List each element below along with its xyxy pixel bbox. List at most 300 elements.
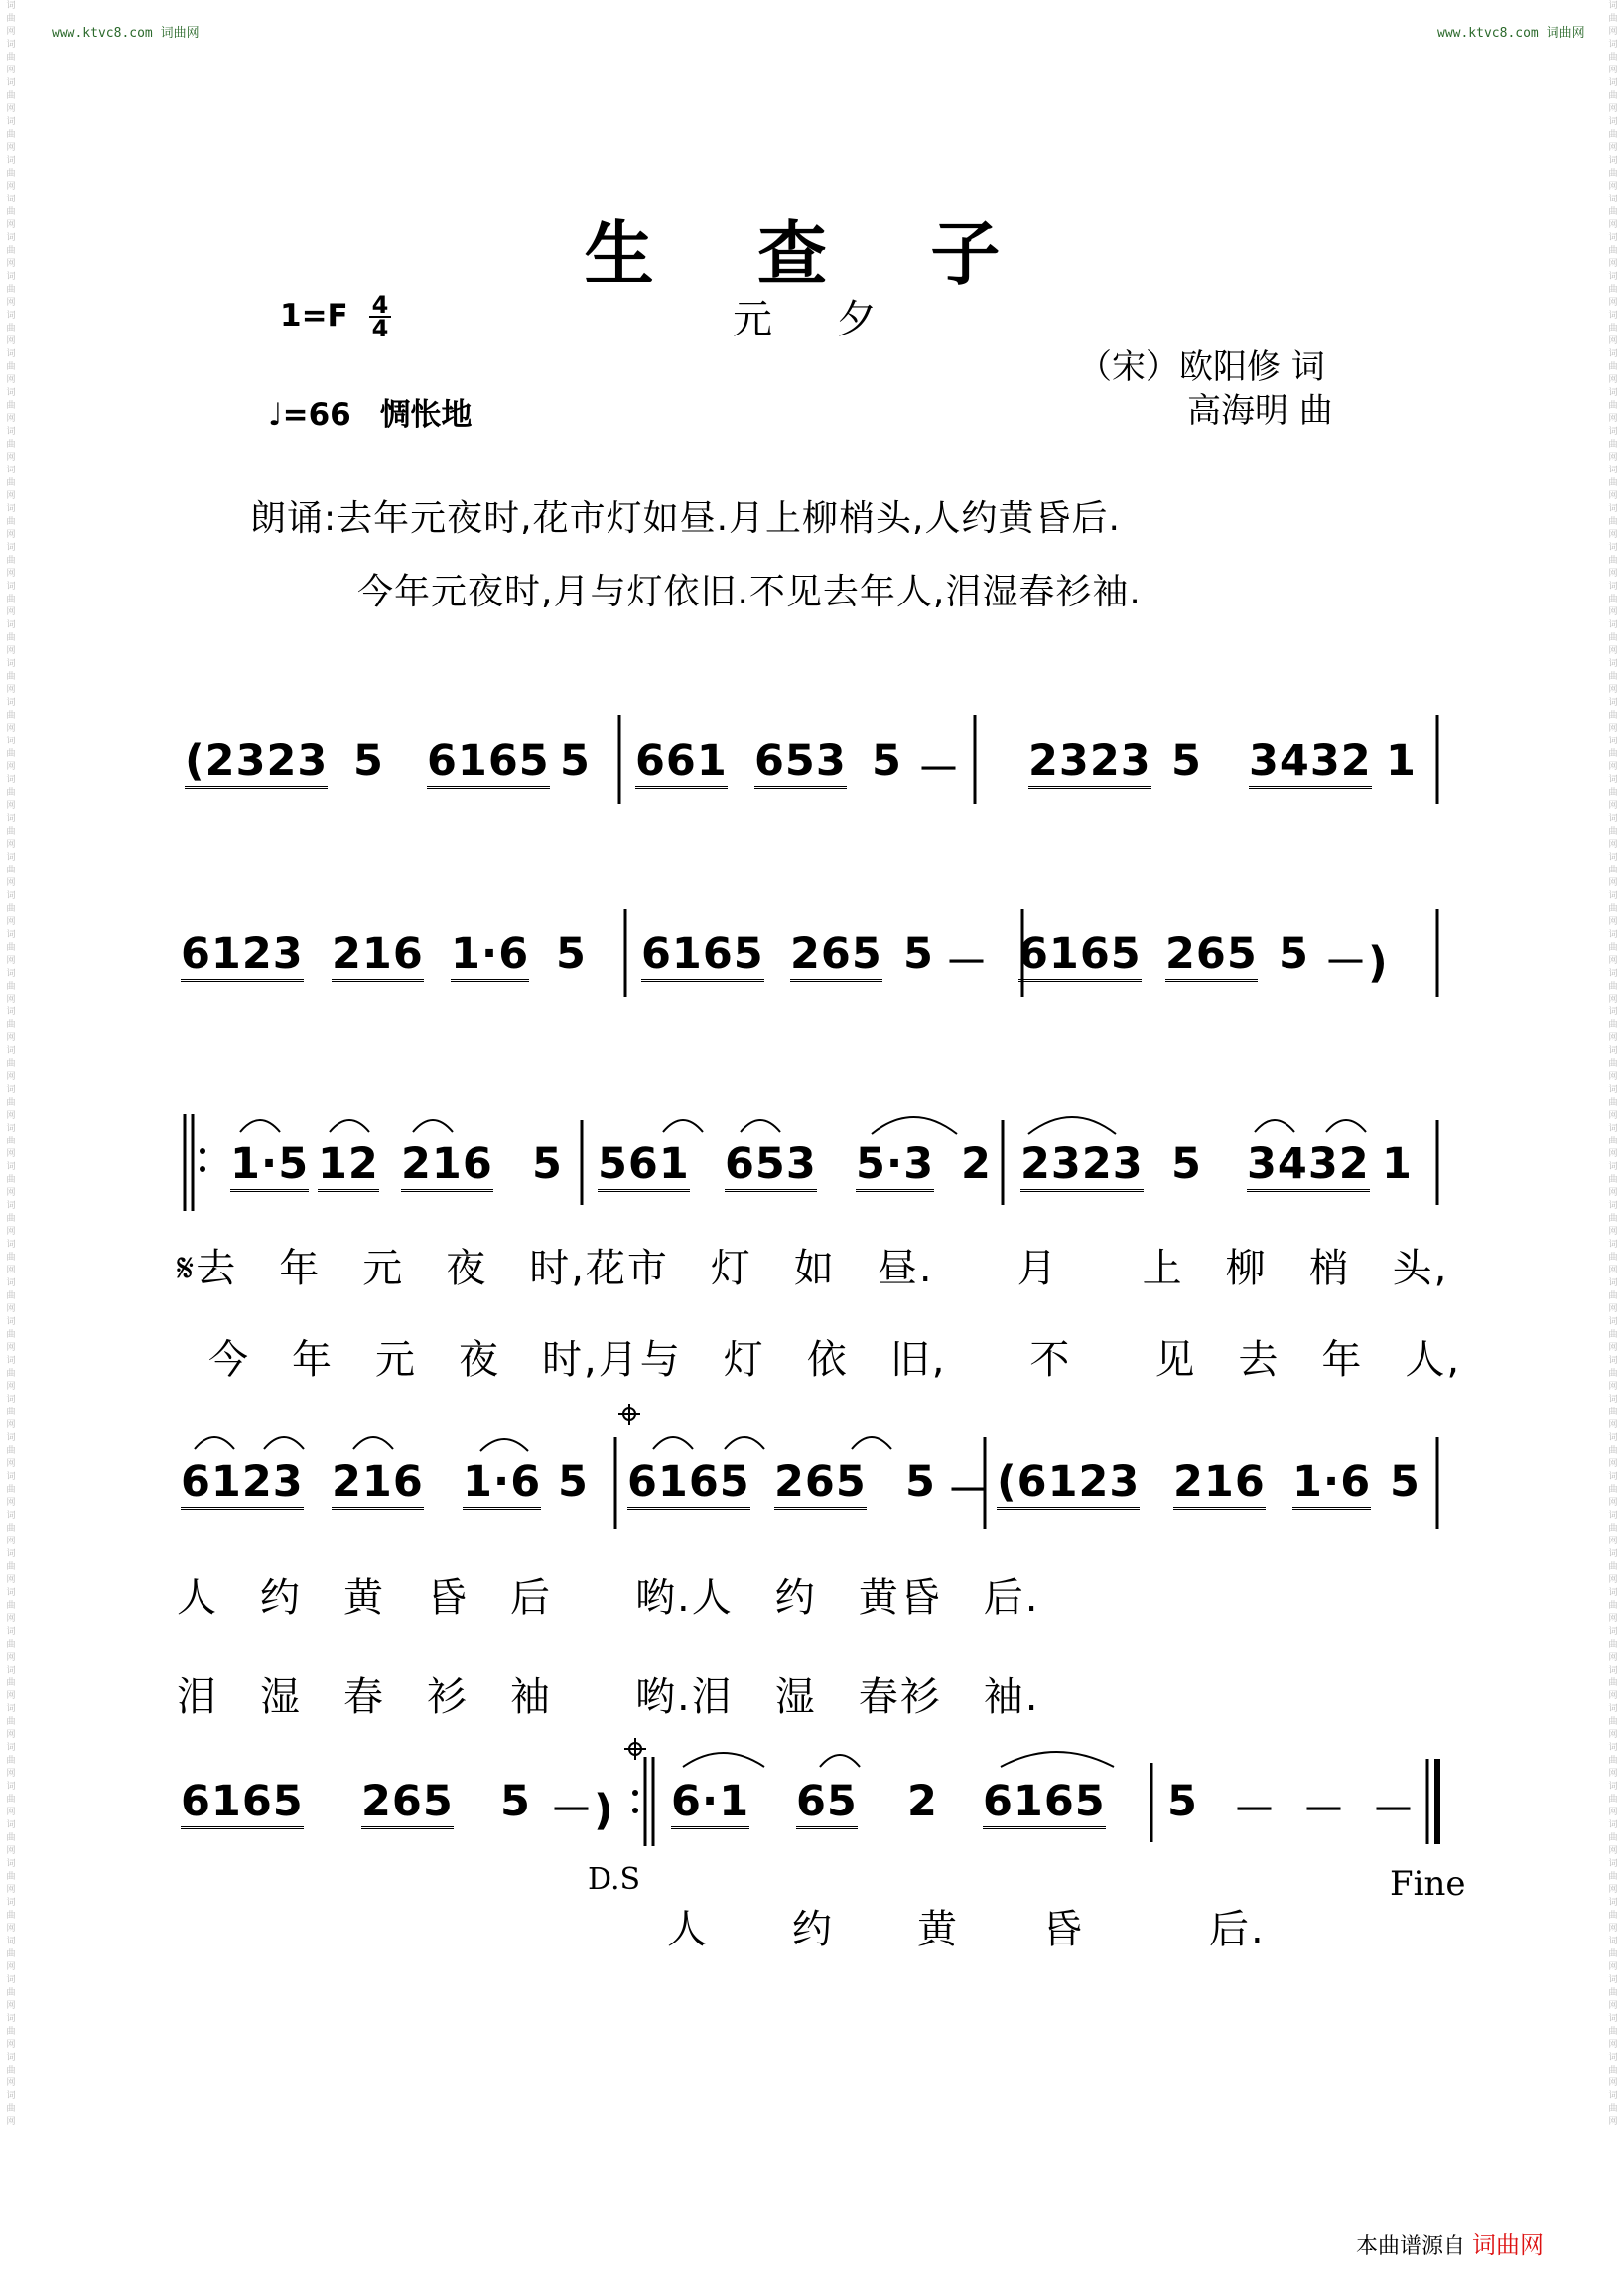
note-group: － — [947, 1466, 991, 1516]
side-watermark-glyph: 词 — [1608, 1937, 1618, 1946]
side-watermark-glyph: 网 — [6, 1808, 16, 1817]
side-watermark-glyph: 网 — [6, 2001, 16, 2011]
note-group: 6165 — [983, 1777, 1106, 1829]
note-group: 216 — [401, 1139, 493, 1192]
side-watermark-glyph: 曲 — [6, 866, 16, 875]
side-watermark-glyph: 网 — [1608, 1537, 1618, 1546]
side-watermark-glyph: 曲 — [1608, 1214, 1618, 1224]
side-watermark-glyph: 词 — [1608, 737, 1618, 746]
side-watermark-glyph: 词 — [1608, 233, 1618, 243]
note-group: 5 — [1167, 1777, 1198, 1826]
side-watermark-glyph: 词 — [6, 1162, 16, 1172]
note-group: 6165 — [627, 1457, 750, 1510]
side-watermark-glyph: 词 — [1608, 2053, 1618, 2063]
side-watermark-glyph: 词 — [1608, 969, 1618, 979]
note-group: － — [1372, 1786, 1416, 1835]
source-text: 本曲谱源自 — [1356, 2234, 1466, 2259]
side-watermark-glyph: 词 — [1608, 1240, 1618, 1250]
side-watermark-glyph: 网 — [1608, 491, 1618, 501]
side-watermark-glyph: 词 — [6, 1549, 16, 1559]
side-watermark-glyph: 曲 — [1608, 1717, 1618, 1727]
note-group: 5 — [903, 929, 934, 979]
side-watermark-glyph: 词 — [1608, 1356, 1618, 1366]
side-watermark-glyph: 曲 — [6, 1833, 16, 1843]
side-watermark-glyph: 曲 — [6, 1059, 16, 1069]
side-watermark-glyph: 网 — [1608, 1924, 1618, 1934]
side-watermark-glyph: 曲 — [1608, 943, 1618, 953]
side-watermark-glyph: 网 — [6, 1730, 16, 1740]
side-watermark-glyph: 词 — [6, 1704, 16, 1714]
note-group: 5 — [872, 737, 902, 786]
side-watermark-glyph: 曲 — [6, 2104, 16, 2114]
side-watermark-glyph: 曲 — [6, 1485, 16, 1495]
side-watermark-glyph: 词 — [6, 195, 16, 204]
side-watermark-glyph: 曲 — [1608, 1446, 1618, 1456]
side-watermark-glyph: 网 — [6, 143, 16, 153]
side-watermark-glyph: 网 — [6, 1033, 16, 1043]
note-group: 5 — [1390, 1457, 1421, 1507]
side-watermark-glyph: 词 — [1608, 195, 1618, 204]
expression-mark: 惆怅地 — [379, 397, 473, 433]
note-group: 6165 — [427, 737, 550, 789]
side-watermark-glyph: 曲 — [6, 1446, 16, 1456]
side-watermark-glyph: 词 — [6, 969, 16, 979]
note-group: 1 — [1382, 1139, 1413, 1189]
side-watermark-glyph: 曲 — [1608, 827, 1618, 837]
note-group: 5 — [532, 1139, 563, 1189]
note-group: 2 — [907, 1777, 938, 1826]
side-watermark-glyph: 曲 — [6, 1330, 16, 1340]
side-watermark-glyph: 词 — [1608, 1278, 1618, 1288]
lyricist-credit: （宋）欧阳修 词 — [1078, 347, 1325, 387]
note-group: 1·5 — [230, 1139, 309, 1192]
side-watermark-glyph: 曲 — [1608, 1253, 1618, 1263]
side-watermark-glyph: 网 — [1608, 1343, 1618, 1353]
side-watermark-glyph: 词 — [1608, 1975, 1618, 1985]
side-watermark-glyph: 词 — [6, 1433, 16, 1443]
side-watermark-glyph: 网 — [6, 1072, 16, 1082]
side-watermark-glyph: 词 — [6, 1278, 16, 1288]
side-watermark-glyph: 词 — [6, 78, 16, 88]
side-watermark-glyph: 网 — [1608, 801, 1618, 811]
side-watermark-glyph: 曲 — [6, 1291, 16, 1301]
side-watermark-glyph: 词 — [6, 1782, 16, 1792]
note-group: 653 — [725, 1139, 817, 1192]
side-watermark-glyph: 网 — [6, 1537, 16, 1546]
side-watermark-glyph: 词 — [1608, 78, 1618, 88]
side-watermark-glyph: 词 — [1608, 853, 1618, 863]
side-watermark-glyph: 曲 — [6, 788, 16, 798]
side-watermark-glyph: 网 — [1608, 1498, 1618, 1508]
note-group: (2323 — [185, 737, 328, 789]
note-group: 6165 — [641, 929, 764, 982]
note-group: －) — [1324, 938, 1389, 988]
side-watermark-glyph: 曲 — [1608, 1291, 1618, 1301]
side-watermark-glyph: 词 — [1608, 659, 1618, 669]
composer-credit: 高海明 曲 — [1187, 391, 1333, 431]
side-watermark-glyph: 网 — [1608, 646, 1618, 656]
side-watermark-glyph: 网 — [6, 27, 16, 37]
side-watermark-glyph: 网 — [1608, 1730, 1618, 1740]
side-watermark-glyph: 曲 — [1608, 1911, 1618, 1921]
side-watermark-glyph: 曲 — [1608, 324, 1618, 334]
side-watermark-glyph: 词 — [1608, 40, 1618, 50]
note-group: 265 — [361, 1777, 454, 1829]
side-watermark-glyph: 词 — [1608, 2014, 1618, 2024]
side-watermark-glyph: 曲 — [1608, 478, 1618, 488]
side-watermark-glyph: 词 — [1608, 504, 1618, 514]
side-watermark-glyph: 曲 — [1608, 1949, 1618, 1959]
side-watermark-glyph: 曲 — [1608, 401, 1618, 411]
side-watermark-glyph: 曲 — [6, 1678, 16, 1688]
side-watermark-glyph: 曲 — [6, 2027, 16, 2037]
side-watermark-glyph: 曲 — [1608, 1795, 1618, 1805]
side-watermark-glyph: 词 — [6, 388, 16, 398]
side-watermark-glyph: 词 — [6, 40, 16, 50]
side-watermark-glyph: 网 — [6, 1962, 16, 1972]
side-watermark-glyph: 曲 — [1608, 1098, 1618, 1108]
side-watermark-glyph: 曲 — [1608, 788, 1618, 798]
side-watermark-glyph: 网 — [1608, 1188, 1618, 1198]
side-watermark-glyph: 网 — [6, 1188, 16, 1198]
side-watermark-glyph: 词 — [6, 1317, 16, 1327]
side-watermark-glyph: 词 — [6, 1627, 16, 1637]
side-watermark-glyph: 网 — [6, 1653, 16, 1663]
site-label-left: 词曲网 — [160, 26, 200, 41]
side-watermark-glyph: 曲 — [6, 478, 16, 488]
side-watermark-glyph: 曲 — [1608, 1485, 1618, 1495]
side-watermark-glyph: 网 — [1608, 27, 1618, 37]
side-watermark-glyph: 词 — [6, 698, 16, 708]
side-watermark-glyph: 网 — [1608, 530, 1618, 540]
side-watermark-glyph: 曲 — [1608, 749, 1618, 759]
note-group: 265 — [790, 929, 882, 982]
side-watermark-glyph: 网 — [6, 530, 16, 540]
side-watermark-glyph: 曲 — [6, 711, 16, 721]
time-sig-top: 4 — [371, 291, 389, 319]
side-watermark-glyph: 网 — [1608, 1691, 1618, 1701]
side-watermark-glyph: 词 — [6, 233, 16, 243]
recitation-line-2: 今年元夜时,月与灯依旧.不见去年人,泪湿春衫袖. — [357, 572, 1142, 612]
note-group: 6165 — [1018, 929, 1142, 982]
song-title: 生 查 子 — [584, 213, 1040, 295]
side-watermark-glyph: 词 — [6, 1820, 16, 1830]
side-watermark-glyph: 网 — [1608, 1033, 1618, 1043]
side-watermark-glyph: 网 — [6, 1769, 16, 1779]
note-group: 5 — [1171, 1139, 1202, 1189]
side-watermark-glyph: 曲 — [1608, 14, 1618, 24]
side-watermark-glyph: 词 — [1608, 1743, 1618, 1753]
side-watermark-glyph: 曲 — [1608, 1524, 1618, 1534]
side-watermark-glyph: 网 — [6, 1498, 16, 1508]
side-watermark-glyph: 曲 — [6, 1911, 16, 1921]
side-watermark-glyph: 网 — [6, 66, 16, 75]
side-watermark-glyph: 网 — [1608, 2117, 1618, 2127]
note-group: 1 — [1386, 737, 1417, 786]
side-watermark-glyph: 曲 — [1608, 1756, 1618, 1766]
side-watermark-glyph: 曲 — [6, 904, 16, 914]
side-watermark-glyph: 词 — [1608, 427, 1618, 437]
side-watermark-glyph: 网 — [1608, 2078, 1618, 2088]
side-watermark-glyph: 曲 — [1608, 556, 1618, 566]
side-watermark-glyph: 词 — [1608, 117, 1618, 127]
side-watermark-glyph: 网 — [6, 1459, 16, 1469]
side-watermark-glyph: 曲 — [1608, 246, 1618, 256]
side-watermark-glyph: 曲 — [1608, 517, 1618, 527]
side-watermark-glyph: 曲 — [6, 1795, 16, 1805]
fine-marking: Fine — [1390, 1864, 1466, 1904]
side-watermark-glyph: 曲 — [6, 1988, 16, 1998]
side-watermark-glyph: 曲 — [6, 53, 16, 63]
side-watermark-glyph: 曲 — [6, 169, 16, 179]
side-watermark-glyph: 网 — [1608, 1382, 1618, 1392]
side-watermark-glyph: 词 — [1608, 1162, 1618, 1172]
side-watermark-glyph: 词 — [1608, 1898, 1618, 1908]
side-watermark-glyph: 词 — [6, 2053, 16, 2063]
side-watermark-glyph: 词 — [1608, 1317, 1618, 1327]
side-watermark-glyph: 词 — [1608, 1820, 1618, 1830]
side-watermark-glyph: 曲 — [1608, 2027, 1618, 2037]
side-watermark-glyph: 词 — [6, 1240, 16, 1250]
side-watermark-glyph: 网 — [6, 2078, 16, 2088]
note-group: 3432 — [1247, 1139, 1370, 1192]
side-watermark-glyph: 曲 — [6, 1601, 16, 1611]
side-watermark-glyph: 网 — [6, 724, 16, 734]
note-group: － — [1302, 1786, 1346, 1835]
side-watermark-glyph: 词 — [6, 2091, 16, 2101]
side-watermark-glyph: 网 — [6, 259, 16, 269]
side-watermark-glyph: 曲 — [1608, 1640, 1618, 1650]
side-watermark-glyph: 曲 — [6, 1949, 16, 1959]
side-watermark-glyph: 网 — [1608, 956, 1618, 966]
side-watermark-glyph: 网 — [1608, 1420, 1618, 1430]
side-watermark-glyph: 网 — [6, 762, 16, 772]
side-watermark-glyph: 网 — [6, 1575, 16, 1585]
note-group: 5 — [1171, 737, 1202, 786]
side-watermark-glyph: 网 — [1608, 1769, 1618, 1779]
side-watermark-glyph: 曲 — [1608, 595, 1618, 604]
side-watermark-glyph: 词 — [6, 1395, 16, 1405]
side-watermark-glyph: 词 — [6, 311, 16, 321]
side-watermark-glyph: 词 — [1608, 891, 1618, 901]
side-watermark-glyph: 曲 — [6, 1175, 16, 1185]
side-watermark-glyph: 曲 — [6, 1640, 16, 1650]
side-watermark-glyph: 网 — [6, 801, 16, 811]
note-group: 1·6 — [451, 929, 529, 982]
side-watermark-glyph: 词 — [1608, 2091, 1618, 2101]
side-watermark-glyph: 曲 — [1608, 672, 1618, 682]
lyrics-row3-verse2: 今 年 元 夜 时,月与 灯 依 旧, 不 见 去 年 人, — [208, 1337, 1462, 1383]
note-group: 6123 — [181, 1457, 304, 1510]
quarter-note-icon: ♩ — [268, 397, 283, 433]
side-watermark-glyph: 网 — [6, 453, 16, 463]
side-watermark-glyph: 曲 — [6, 1872, 16, 1882]
note-group: 5 — [353, 737, 384, 786]
side-watermark-glyph: 词 — [6, 1201, 16, 1211]
source-brand: 词曲网 — [1472, 2231, 1545, 2259]
side-watermark-glyph: 曲 — [6, 1020, 16, 1030]
note-group: 5 — [556, 929, 587, 979]
note-group: (6123 — [997, 1457, 1140, 1510]
side-watermark-glyph: 词 — [6, 1898, 16, 1908]
note-group: 216 — [332, 1457, 424, 1510]
side-watermark-glyph: 词 — [6, 427, 16, 437]
tempo-value: =66 — [282, 397, 351, 433]
side-watermark-glyph: 曲 — [1608, 1407, 1618, 1417]
side-watermark-glyph: 词 — [6, 117, 16, 127]
note-group: 5 — [1279, 929, 1309, 979]
side-watermark-glyph: 网 — [1608, 143, 1618, 153]
barlines — [185, 715, 1437, 1846]
note-group: 5 — [905, 1457, 936, 1507]
side-watermark-glyph: 网 — [1608, 1111, 1618, 1121]
side-watermark-glyph: 曲 — [6, 633, 16, 643]
side-watermark-glyph: 曲 — [1608, 440, 1618, 450]
note-group: 2 — [961, 1139, 992, 1189]
note-group: 6·1 — [671, 1777, 749, 1829]
note-group: 2323 — [1020, 1139, 1144, 1192]
side-watermark-glyph: 网 — [1608, 1266, 1618, 1275]
side-watermark-glyph: 曲 — [6, 556, 16, 566]
side-watermark-glyph: 词 — [6, 1356, 16, 1366]
side-watermark-glyph: 词 — [6, 1588, 16, 1598]
side-watermark-glyph: 曲 — [1608, 1330, 1618, 1340]
ties-and-slurs — [195, 1117, 1366, 1767]
side-watermark-glyph: 网 — [1608, 453, 1618, 463]
note-group: 3432 — [1249, 737, 1372, 789]
note-group: 6165 — [181, 1777, 304, 1829]
side-watermark-glyph: 词 — [6, 814, 16, 824]
side-watermark-glyph: 网 — [1608, 917, 1618, 927]
side-watermark-glyph: 曲 — [6, 14, 16, 24]
side-watermark-glyph: 词 — [1608, 1627, 1618, 1637]
side-watermark-glyph: 词 — [1608, 1666, 1618, 1675]
side-watermark-glyph: 曲 — [6, 285, 16, 295]
side-watermark-glyph: 网 — [1608, 1885, 1618, 1895]
side-watermark-glyph: 网 — [1608, 1072, 1618, 1082]
side-watermark-glyph: 曲 — [1608, 1175, 1618, 1185]
side-watermark-glyph: 词 — [6, 620, 16, 630]
side-watermark-glyph: 词 — [1608, 582, 1618, 592]
side-watermark-glyph: 曲 — [1608, 711, 1618, 721]
lyrics-row5: 人 约 黄 昏 后. — [667, 1907, 1266, 1952]
side-watermark-glyph: 曲 — [6, 1253, 16, 1263]
side-watermark-glyph: 曲 — [6, 246, 16, 256]
side-watermark-glyph: 曲 — [1608, 285, 1618, 295]
side-watermark-glyph: 曲 — [6, 2066, 16, 2076]
side-watermark-glyph: 网 — [6, 1691, 16, 1701]
side-watermark-glyph: 词 — [6, 156, 16, 166]
side-watermark-glyph: 网 — [6, 2040, 16, 2050]
site-label-right: 词曲网 — [1546, 26, 1585, 41]
key-label: 1=F — [280, 298, 348, 334]
side-watermark-glyph: 曲 — [6, 362, 16, 372]
note-group: 65 — [796, 1777, 858, 1829]
side-watermark-glyph: 网 — [1608, 259, 1618, 269]
side-watermark-glyph: 网 — [1608, 1808, 1618, 1817]
side-watermark-glyph: 曲 — [1608, 982, 1618, 992]
time-sig-bottom: 4 — [369, 316, 391, 339]
side-watermark-glyph: 网 — [1608, 1227, 1618, 1237]
side-watermark-glyph: 网 — [1608, 66, 1618, 75]
side-watermark-glyph: 曲 — [6, 1562, 16, 1572]
side-watermark-glyph: 网 — [6, 182, 16, 192]
side-watermark-glyph: 词 — [1608, 388, 1618, 398]
side-watermark-glyph: 词 — [6, 504, 16, 514]
side-watermark-glyph: 网 — [1608, 182, 1618, 192]
side-watermark-glyph: 网 — [6, 1227, 16, 1237]
side-watermark-glyph: 词 — [1608, 1395, 1618, 1405]
side-watermark-glyph: 词 — [6, 1472, 16, 1482]
note-group: 12 — [318, 1139, 379, 1192]
side-watermark-glyph: 网 — [1608, 840, 1618, 850]
side-watermark-glyph: 网 — [1608, 1614, 1618, 1624]
note-group: 1·6 — [1292, 1457, 1371, 1510]
side-watermark-glyph: 网 — [1608, 2040, 1618, 2050]
side-watermark-glyph: 曲 — [1608, 904, 1618, 914]
recitation-line-1: 朗诵:去年元夜时,花市灯如昼.月上柳梢头,人约黄昏后. — [250, 498, 1121, 539]
side-watermark-glyph: 曲 — [6, 1717, 16, 1727]
side-watermark-glyph: 网 — [6, 840, 16, 850]
side-watermark-glyph: 词 — [1608, 466, 1618, 475]
side-watermark-glyph: 词 — [6, 2014, 16, 2024]
side-watermark-glyph: 曲 — [6, 324, 16, 334]
side-watermark-glyph: 网 — [1608, 762, 1618, 772]
note-group: 265 — [1165, 929, 1258, 982]
side-watermark-glyph: 词 — [1608, 814, 1618, 824]
side-watermark-glyph: 网 — [6, 1885, 16, 1895]
side-watermark-glyph: 词 — [6, 891, 16, 901]
side-watermark-glyph: 网 — [6, 1343, 16, 1353]
side-watermark-glyph: 网 — [6, 878, 16, 888]
side-watermark-glyph: 曲 — [1608, 866, 1618, 875]
side-watermark-glyph: 网 — [1608, 685, 1618, 695]
side-watermark-glyph: 曲 — [6, 1756, 16, 1766]
side-watermark-glyph: 网 — [1608, 607, 1618, 617]
note-group: 561 — [598, 1139, 690, 1192]
lyrics-row3-verse1: 𝄋去 年 元 夜 时,花市 灯 如 昼. 月 上 柳 梢 头, — [177, 1246, 1449, 1291]
side-watermark-glyph: 词 — [1608, 349, 1618, 359]
side-watermark-glyph: 网 — [1608, 1962, 1618, 1972]
site-url-left: www.ktvc8.com — [52, 26, 153, 41]
side-watermark-glyph: 词 — [1608, 1782, 1618, 1792]
note-group: 6123 — [181, 929, 304, 982]
note-group: 5 — [500, 1777, 531, 1826]
lyrics-row4-verse1: 人 约 黄 昏 后 哟.人 约 黄昏 后. — [177, 1575, 1040, 1621]
side-watermark-glyph: 词 — [6, 1975, 16, 1985]
repeat-dots — [200, 1148, 638, 1813]
side-watermark-glyph: 网 — [1608, 414, 1618, 424]
note-group: － — [917, 745, 961, 795]
side-watermark-glyph: 词 — [1608, 543, 1618, 553]
note-group: 5 — [558, 1457, 589, 1507]
side-watermark-glyph: 曲 — [6, 943, 16, 953]
side-watermark-glyph: 网 — [1608, 375, 1618, 385]
side-watermark-glyph: 网 — [1608, 1459, 1618, 1469]
side-watermark-glyph: 网 — [6, 1924, 16, 1934]
ds-marking: D.S — [588, 1862, 641, 1897]
side-watermark-glyph: 网 — [1608, 298, 1618, 308]
side-watermark-glyph: 网 — [1608, 878, 1618, 888]
side-watermark-glyph: 曲 — [6, 1407, 16, 1417]
note-group: 216 — [1173, 1457, 1266, 1510]
side-watermark-glyph: 网 — [6, 336, 16, 346]
side-watermark-glyph: 网 — [6, 956, 16, 966]
side-watermark-glyph: 网 — [1608, 569, 1618, 579]
side-watermark-glyph: 曲 — [6, 595, 16, 604]
side-watermark-glyph: 网 — [6, 1420, 16, 1430]
side-watermark-glyph: 词 — [1608, 1511, 1618, 1521]
